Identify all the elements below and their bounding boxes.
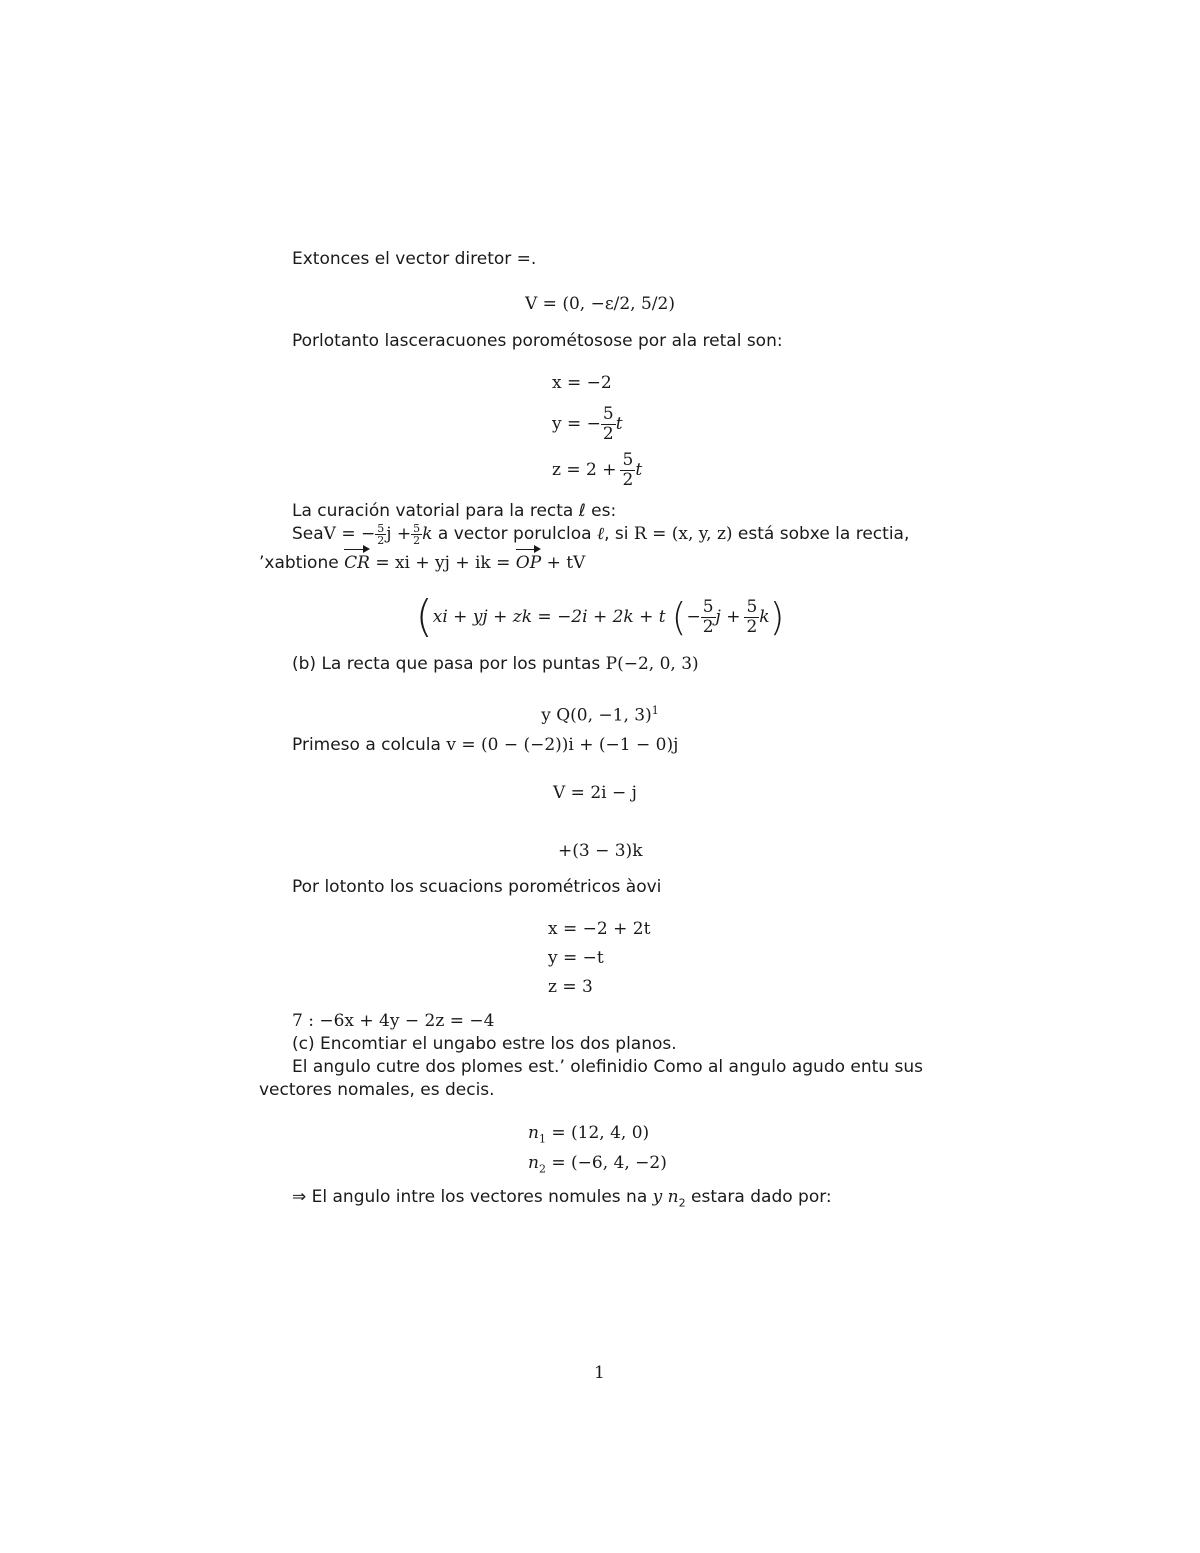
text-sea: Sea xyxy=(292,524,324,544)
fraction-small xyxy=(411,523,422,546)
fraction-numerator: 5 xyxy=(622,449,634,470)
equation-big-mid: j + xyxy=(715,607,741,627)
vector-cr: CR xyxy=(344,553,370,573)
text-primeso: Primeso a colcula xyxy=(292,735,447,755)
equation-k-term: +(3 − 3)k xyxy=(558,841,643,861)
text-line-parametric-result: Por lotonto los scuacions porométricos àovi xyxy=(292,877,662,897)
text-line-angle-conclusion xyxy=(292,1186,832,1214)
fraction-denominator: 2 xyxy=(702,616,714,637)
text-line-primeso xyxy=(292,734,678,756)
equation-z-tail: t xyxy=(635,460,643,480)
fraction-numerator: 5 xyxy=(746,596,758,617)
text-si: , si xyxy=(604,524,634,544)
fraction-numerator: 5 xyxy=(377,521,385,535)
text-line-parametric-intro: Porlotanto lasceracuones porométosose por ala retal son: xyxy=(292,331,783,351)
math-k: k xyxy=(422,524,433,544)
math-y-n2: y n xyxy=(652,1187,679,1207)
equation-plane: 7 : −6x + 4y − 2z = −4 xyxy=(292,1011,495,1031)
math-j-plus: j + xyxy=(386,524,412,544)
text-line-angle-definition-cont: vectores nomales, es decis. xyxy=(259,1080,495,1100)
math-subscript: 2 xyxy=(678,1196,686,1210)
math-n2-rhs: = (−6, 4, −2) xyxy=(545,1153,667,1173)
equation-x2: x = −2 + 2t xyxy=(548,919,651,939)
vector-op: OP xyxy=(515,553,542,573)
fraction-numerator: 5 xyxy=(413,521,421,535)
text-line-part-b xyxy=(292,653,699,675)
text-angle-intro: ⇒ El angulo intre los vectores nomules na xyxy=(292,1187,653,1207)
fraction-denominator: 2 xyxy=(622,469,634,490)
text-line-sea xyxy=(292,522,909,546)
equation-y-tail: t xyxy=(615,414,623,434)
fraction-denominator: 2 xyxy=(413,533,421,547)
text-vector-porulcloa: a vector porulcloa xyxy=(432,524,598,544)
equation-v-result: V = 2i − j xyxy=(553,783,637,803)
math-subscript: 2 xyxy=(538,1162,546,1176)
footnote-marker: 1 xyxy=(651,704,659,717)
text-line-vector-equation-intro: La curación vatorial para la recta ℓ es: xyxy=(292,501,617,521)
math-subscript: 1 xyxy=(538,1132,546,1146)
text-part-b: (b) La recta que pasa por los puntas xyxy=(292,654,606,674)
fraction-small xyxy=(375,523,386,546)
equation-vector-v: V = (0, −ε/2, 5/2) xyxy=(525,294,675,314)
equation-y xyxy=(552,402,623,446)
page-number: 1 xyxy=(594,1363,605,1383)
math-n: n xyxy=(528,1123,539,1143)
equation-z xyxy=(552,448,642,492)
math-n: n xyxy=(528,1153,539,1173)
fraction-5-over-2 xyxy=(744,598,759,637)
fraction-5-over-2 xyxy=(620,451,635,490)
text-line-part-c: (c) Encomtiar el ungabo estre los dos planos. xyxy=(292,1034,677,1054)
text-line-intro: Extonces el vector diretor =. xyxy=(292,249,537,269)
text-line-xabtione xyxy=(259,552,585,574)
left-paren: ( xyxy=(415,591,433,642)
fraction-5-over-2 xyxy=(701,598,716,637)
equation-point-q xyxy=(0,700,1200,727)
fraction-numerator: 5 xyxy=(602,403,614,424)
fraction-denominator: 2 xyxy=(746,616,758,637)
math-point-q: y Q(0, −1, 3) xyxy=(541,705,652,726)
equation-big-tail: k xyxy=(759,607,770,627)
math-v-computation: v = (0 − (−2))i + (−1 − 0)j xyxy=(446,735,679,755)
text-estara-dado: estara dado por: xyxy=(685,1187,832,1207)
right-paren: ) xyxy=(769,595,785,639)
equation-vector-line xyxy=(0,592,1200,642)
fraction-denominator: 2 xyxy=(377,533,385,547)
math-r-point: R = (x, y, z) xyxy=(633,524,733,544)
math-v-eq: V = − xyxy=(323,524,376,544)
fraction-denominator: 2 xyxy=(602,423,614,444)
text-xabtione: ’xabtione xyxy=(259,553,345,573)
equation-y2: y = −t xyxy=(548,948,604,968)
math-n1-rhs: = (12, 4, 0) xyxy=(545,1123,650,1143)
text-esta-sobre: está sobxe la rectia, xyxy=(732,524,910,544)
equation-big-neg: − xyxy=(686,607,701,627)
math-point-p: P(−2, 0, 3) xyxy=(605,654,699,674)
math-ell: ℓ xyxy=(597,524,605,544)
left-paren: ( xyxy=(671,595,687,639)
math-expansion: = xi + yj + ik = xyxy=(369,553,516,573)
equation-normal-n2 xyxy=(528,1152,667,1180)
math-plus-tv: + tV xyxy=(541,553,586,573)
equation-x: x = −2 xyxy=(552,373,612,393)
equation-normal-n1 xyxy=(528,1122,649,1150)
equation-z2: z = 3 xyxy=(548,977,593,997)
text-line-angle-definition: El angulo cutre dos plomes est.’ olefinidio Como al angulo agudo entu sus xyxy=(292,1057,923,1077)
equation-big-lhs: xi + yj + zk = −2i + 2k + t xyxy=(432,607,666,627)
fraction-5-over-2 xyxy=(601,405,616,444)
equation-z-lhs: z = 2 + xyxy=(552,460,617,480)
equation-y-lhs: y = − xyxy=(552,414,601,434)
fraction-numerator: 5 xyxy=(702,596,714,617)
